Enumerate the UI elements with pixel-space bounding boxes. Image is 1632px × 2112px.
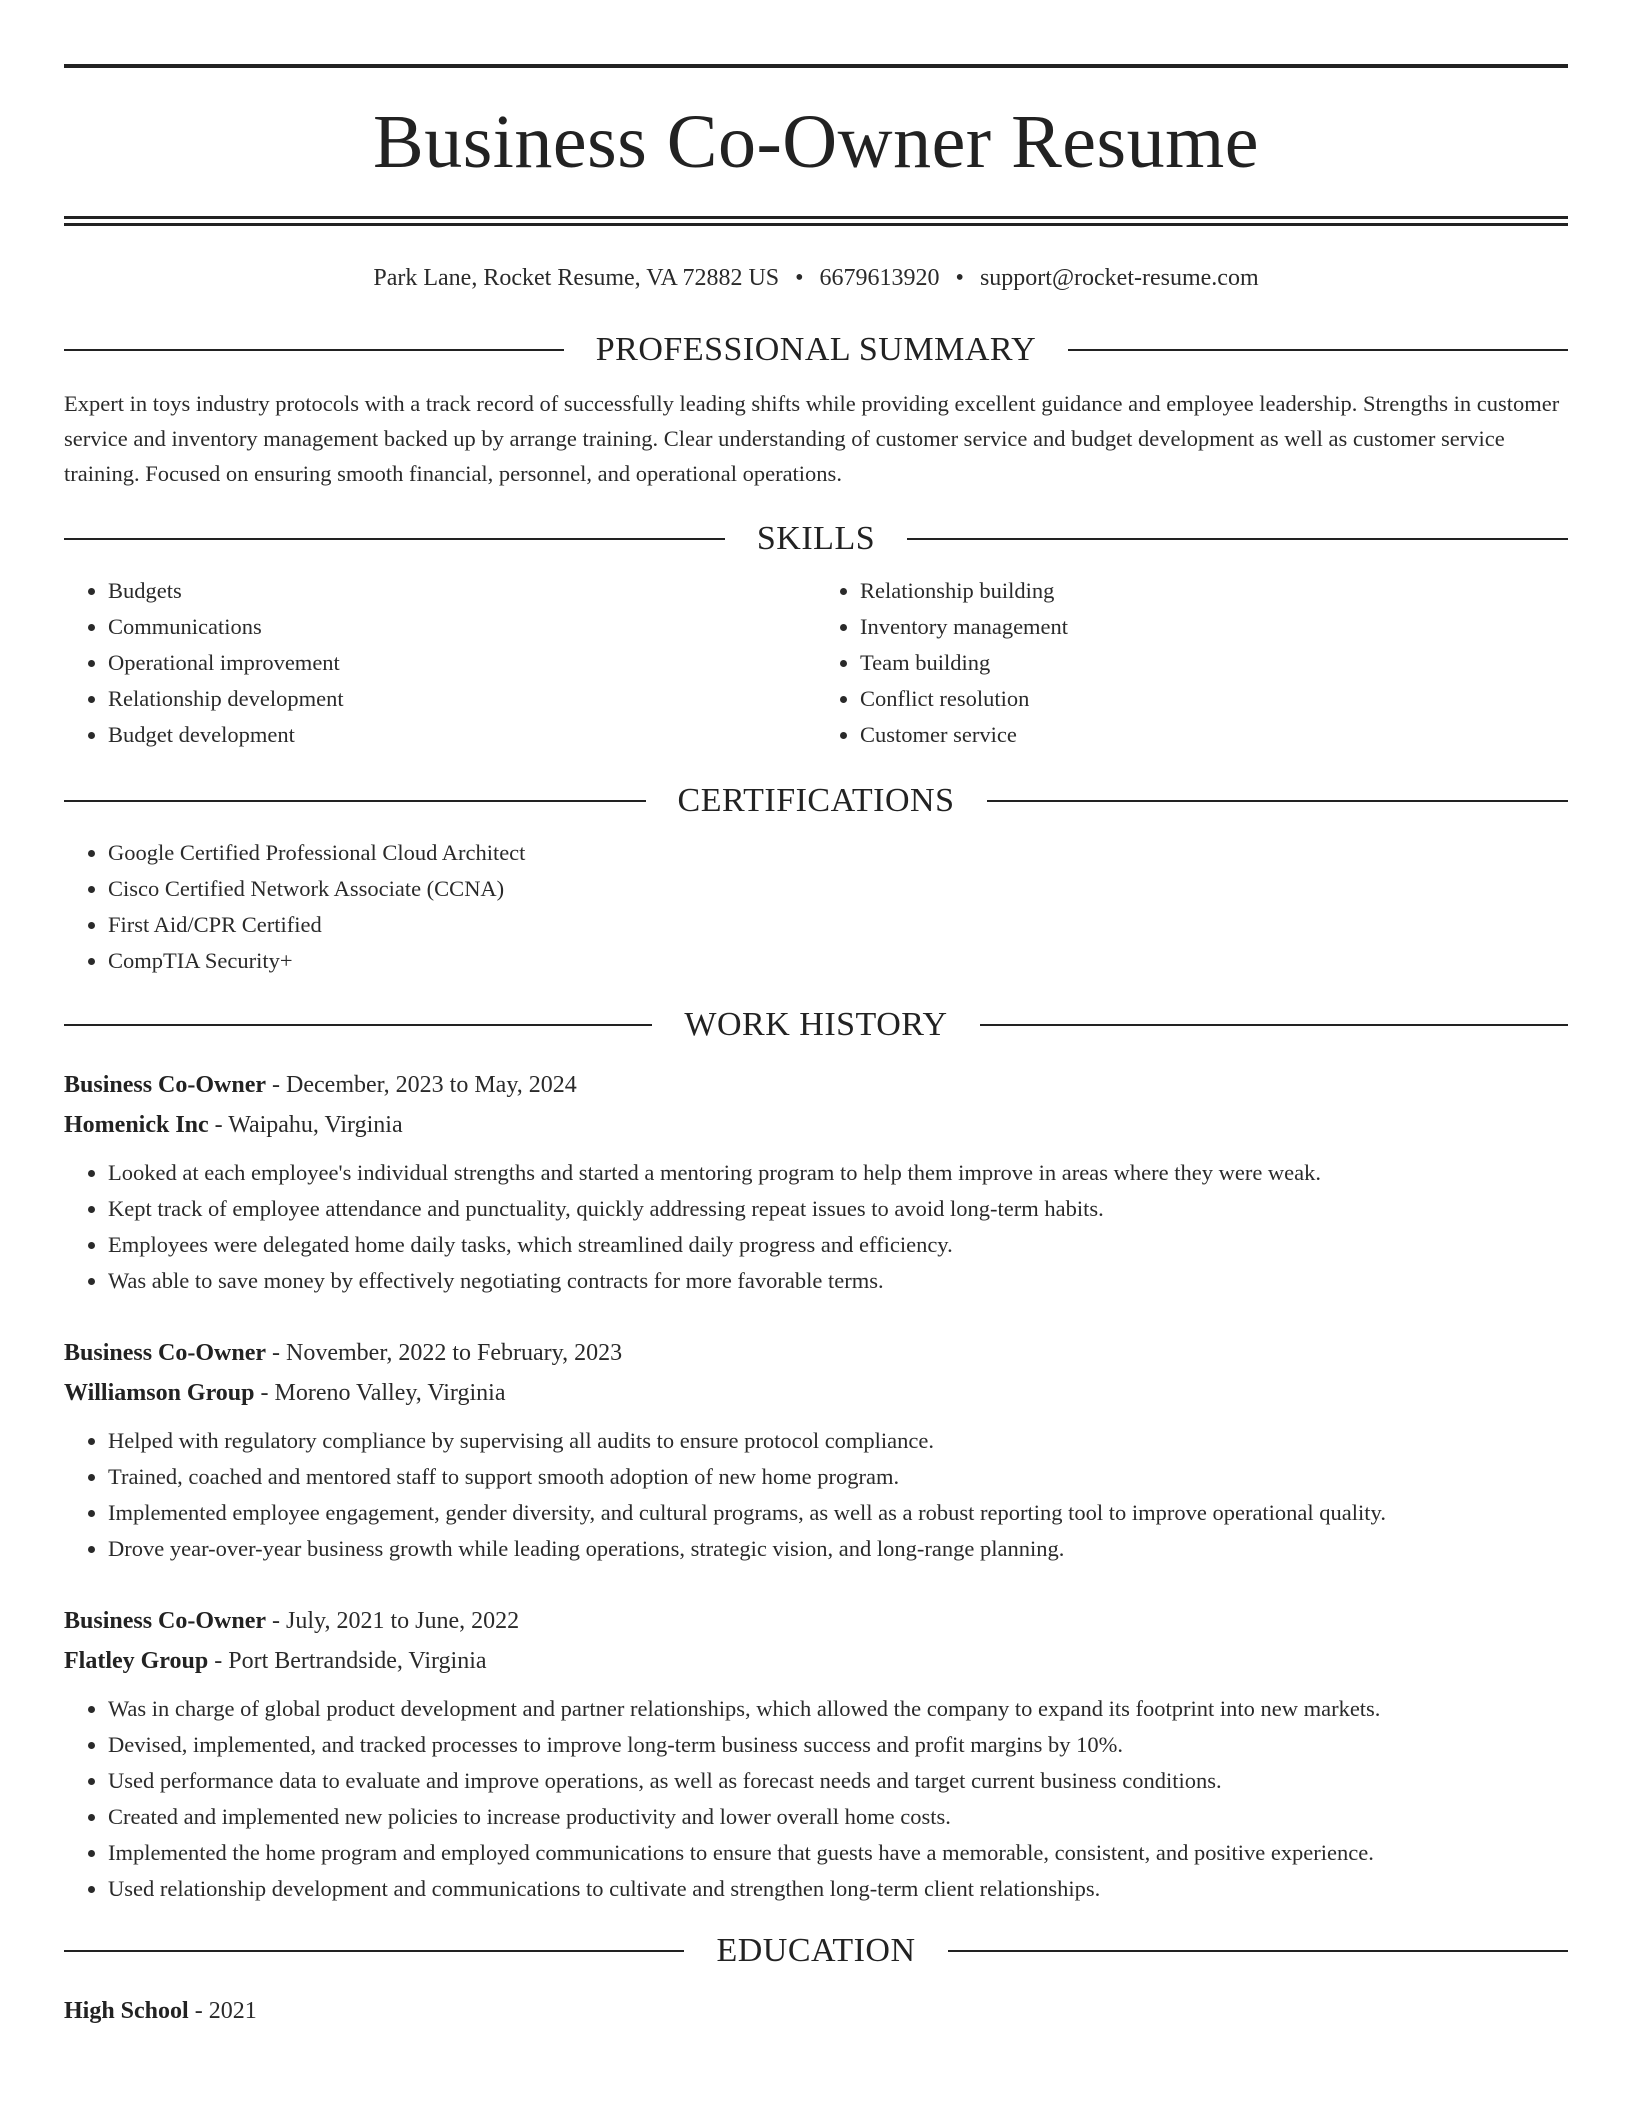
skill-item: • Budgets [108, 573, 816, 609]
job-company: Williamson Group [64, 1380, 255, 1406]
job-entry [64, 1333, 1568, 1567]
job-bullets [64, 1691, 1568, 1907]
contact-phone: 6679613920 [819, 265, 940, 291]
job-bullet: • Devised, implemented, and tracked processes to improve long-term business success and profit margins by 10%. [108, 1727, 1568, 1763]
skills-columns [64, 573, 1568, 753]
certifications-list [64, 835, 1568, 979]
certification-item: • Cisco Certified Network Associate (CCNA) [108, 871, 1568, 907]
heading-rule-right [987, 800, 1569, 802]
resume-page [64, 64, 1568, 2031]
job-bullet: • Kept track of employee attendance and punctuality, quickly addressing repeat issues to avoid long-term habits. [108, 1191, 1568, 1227]
heading-rule-right [948, 1950, 1568, 1952]
section-title: PROFESSIONAL SUMMARY [595, 331, 1037, 368]
job-bullet: • Implemented the home program and employed communications to ensure that guests have a memorable, consistent, and positive experience. [108, 1835, 1568, 1871]
skill-item: • Conflict resolution [860, 681, 1568, 717]
skill-item: • Budget development [108, 717, 816, 753]
heading-rule-left [64, 349, 564, 351]
skills-list-left [64, 573, 816, 753]
job-company-line [64, 1641, 1568, 1681]
work-history-list [64, 1065, 1568, 1907]
heading-rule-left [64, 1024, 652, 1026]
job-company-line [64, 1105, 1568, 1145]
job-company: Flatley Group [64, 1648, 209, 1674]
skill-item: • Communications [108, 609, 816, 645]
heading-rule-right [1068, 349, 1568, 351]
job-bullet: • Looked at each employee's individual strengths and started a mentoring program to help them improve in areas where they were weak. [108, 1155, 1568, 1191]
job-bullets [64, 1423, 1568, 1567]
job-bullet: • Used performance data to evaluate and improve operations, as well as forecast needs and target current business conditions. [108, 1763, 1568, 1799]
heading-rule-right [980, 1024, 1568, 1026]
contact-separator: • [955, 265, 964, 291]
skill-item: • Operational improvement [108, 645, 816, 681]
skill-item: • Customer service [860, 717, 1568, 753]
section-title: SKILLS [756, 520, 876, 557]
skill-item: • Inventory management [860, 609, 1568, 645]
job-entry [64, 1601, 1568, 1907]
resume-title: Business Co-Owner Resume [373, 100, 1259, 184]
section-title: WORK HISTORY [684, 1006, 948, 1043]
job-title: Business Co-Owner [64, 1072, 267, 1098]
skill-item: • Relationship development [108, 681, 816, 717]
job-bullet: • Helped with regulatory compliance by supervising all audits to ensure protocol compliance. [108, 1423, 1568, 1459]
job-bullets [64, 1155, 1568, 1299]
job-bullet: • Implemented employee engagement, gender diversity, and cultural programs, as well as a robust reporting tool to improve operational quality. [108, 1495, 1568, 1531]
job-dates: - July, 2021 to June, 2022 [266, 1608, 520, 1634]
certification-item: • CompTIA Security+ [108, 943, 1568, 979]
certification-item: • First Aid/CPR Certified [108, 907, 1568, 943]
education-entry [64, 1991, 1568, 2031]
job-dates: - November, 2022 to February, 2023 [266, 1340, 623, 1366]
certification-item: • Google Certified Professional Cloud Architect [108, 835, 1568, 871]
job-bullet: • Trained, coached and mentored staff to support smooth adoption of new home program. [108, 1459, 1568, 1495]
section-heading-education [64, 1931, 1568, 1971]
heading-rule-right [907, 538, 1568, 540]
summary-text: Expert in toys industry protocols with a track record of successfully leading shifts while providing excellent guidance and employee leadership. Strengths in customer service and inventory management backed up by arrange training. Clear understanding of customer service and budget development as well as customer service training. Focused on ensuring smooth financial, personnel, and operational operations. [64, 391, 1560, 486]
job-location: - Waipahu, Virginia [208, 1112, 403, 1138]
skill-item: • Team building [860, 645, 1568, 681]
contact-line [64, 262, 1568, 294]
education-degree: High School [64, 1998, 189, 2024]
job-location: - Port Bertrandside, Virginia [208, 1648, 487, 1674]
job-location: - Moreno Valley, Virginia [254, 1380, 506, 1406]
section-title: CERTIFICATIONS [677, 782, 955, 819]
contact-address: Park Lane, Rocket Resume, VA 72882 US [373, 265, 780, 291]
job-company-line [64, 1373, 1568, 1413]
job-title-line [64, 1601, 1568, 1641]
job-bullet: • Was able to save money by effectively negotiating contracts for more favorable terms. [108, 1263, 1568, 1299]
job-bullet: • Drove year-over-year business growth while leading operations, strategic vision, and long-range planning. [108, 1531, 1568, 1567]
education-year: - 2021 [188, 1998, 257, 2024]
section-heading-skills [64, 519, 1568, 559]
job-title: Business Co-Owner [64, 1340, 267, 1366]
job-title-line [64, 1333, 1568, 1373]
title-double-rule [64, 216, 1568, 226]
top-rule [64, 64, 1568, 68]
job-bullet: • Was in charge of global product development and partner relationships, which allowed the company to expand its footprint into new markets. [108, 1691, 1568, 1727]
job-company: Homenick Inc [64, 1112, 209, 1138]
job-title: Business Co-Owner [64, 1608, 267, 1634]
contact-separator: • [795, 265, 804, 291]
section-heading-summary [64, 330, 1568, 370]
contact-email[interactable]: support@rocket-resume.com [979, 265, 1259, 291]
job-bullet: • Employees were delegated home daily tasks, which streamlined daily progress and efficiency. [108, 1227, 1568, 1263]
heading-rule-left [64, 800, 646, 802]
job-bullet: • Created and implemented new policies to increase productivity and lower overall home costs. [108, 1799, 1568, 1835]
heading-rule-left [64, 538, 725, 540]
section-heading-certifications [64, 781, 1568, 821]
skills-list-right [816, 573, 1568, 753]
job-title-line [64, 1065, 1568, 1105]
section-title: EDUCATION [716, 1932, 916, 1969]
job-entry [64, 1065, 1568, 1299]
job-bullet: • Used relationship development and communications to cultivate and strengthen long-term client relationships. [108, 1871, 1568, 1907]
job-dates: - December, 2023 to May, 2024 [266, 1072, 577, 1098]
skill-item: • Relationship building [860, 573, 1568, 609]
section-heading-work-history [64, 1005, 1568, 1045]
heading-rule-left [64, 1950, 684, 1952]
